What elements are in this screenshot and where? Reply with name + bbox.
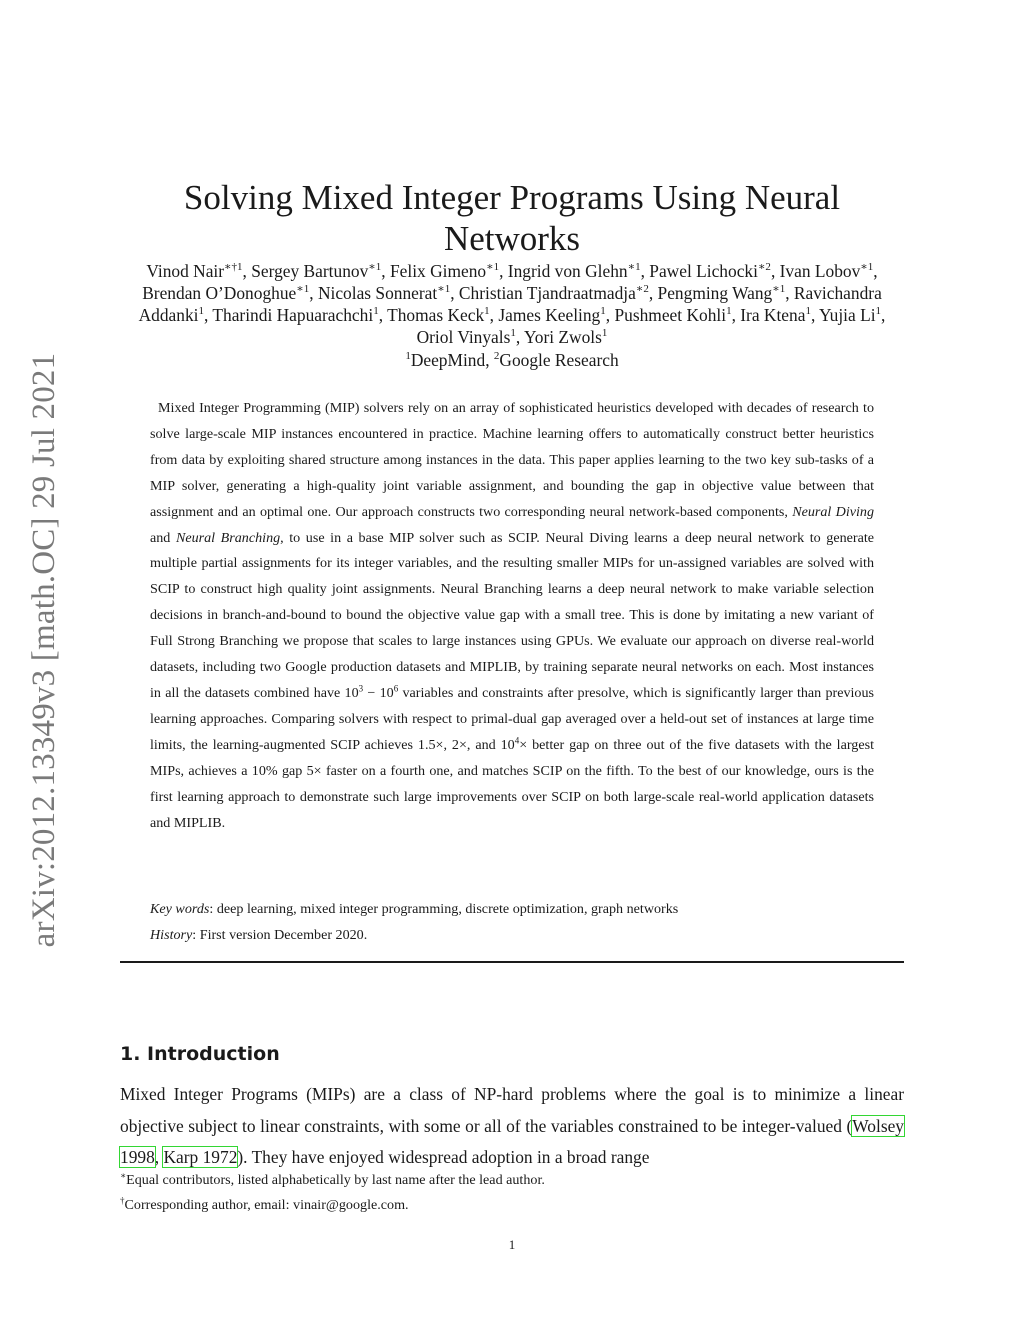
author-affiliation-mark: 1: [484, 305, 490, 318]
author-list: [126, 260, 898, 348]
author-name: Ivan Lobov: [779, 261, 861, 281]
body-text: ,: [154, 1147, 164, 1168]
author-name: Yujia Li: [819, 305, 876, 325]
arxiv-identifier-stamp: arXiv:2012.13349v3 [math.OC] 29 Jul 2021: [26, 352, 62, 948]
keywords-label: Key words: [150, 901, 210, 917]
history-label: History: [150, 927, 193, 943]
affiliation-mark: 2: [493, 350, 500, 363]
author-name: Ravichandra Addanki: [138, 283, 882, 325]
abstract-text: and: [150, 529, 176, 546]
history-text: First version December 2020.: [199, 927, 368, 943]
author-affiliation-mark: ∗1: [486, 261, 500, 274]
author-affiliation-mark: 1: [805, 305, 811, 318]
author-name: Felix Gimeno: [389, 261, 487, 281]
author-separator: ,: [381, 261, 390, 281]
author-separator: ,: [450, 283, 459, 303]
author-affiliation-mark: ∗1: [296, 283, 310, 296]
body-text: ). They have enjoyed widespread adoption in a broad range: [237, 1147, 650, 1168]
author-separator: ,: [378, 305, 388, 325]
history-line: [150, 922, 874, 948]
author-name: Ira Ktena: [740, 305, 806, 325]
citation-year: 1972: [202, 1147, 238, 1168]
history-separator: :: [192, 927, 200, 943]
author-separator: ,: [242, 261, 252, 281]
abstract-text: × better gap on three out of the five datasets with the largest MIPs, achieves a 10% gap 5× faster on a fourth one, and matches SCIP on the fifth. To the best of our knowledge, ours is the first learning approach to demonstrate such large improvements over SCIP on both large-scale real-world application datasets and MIPLIB.: [150, 736, 874, 831]
author-name: Nicolas Sonnerat: [317, 283, 438, 303]
author-separator: ,: [731, 305, 741, 325]
author-separator: ,: [515, 327, 524, 347]
author-separator: ,: [785, 283, 794, 303]
author-separator: ,: [881, 305, 886, 325]
footnote-text: Equal contributors, listed alphabetically by last name after the lead author.: [126, 1172, 545, 1188]
abstract-emphasis: Neural Diving: [792, 503, 874, 520]
author-name: Christian Tjandraatmadja: [458, 283, 636, 303]
footnote-mark: ∗: [120, 1170, 127, 1181]
author-affiliation-mark: 1: [601, 327, 608, 340]
author-separator: ,: [489, 305, 499, 325]
introduction-paragraph: [120, 1079, 904, 1174]
abstract-exponent: 6: [393, 683, 399, 694]
author-affiliation-mark: ∗2: [635, 283, 649, 296]
page-number: 1: [508, 1237, 516, 1252]
affiliations: [150, 349, 874, 371]
author-separator: ,: [648, 283, 658, 303]
author-name: Sergey Bartunov: [251, 261, 369, 281]
author-name: Tharindi Hapuarachchi: [212, 305, 374, 325]
affiliation-mark: 1: [405, 350, 411, 363]
author-name: Vinod Nair: [146, 261, 225, 281]
author-affiliation-mark: 1: [510, 327, 516, 340]
author-name: Thomas Keck: [387, 305, 485, 325]
affiliation-name: Google Research: [499, 350, 619, 370]
abstract-text: variables and constraints after presolve, which is significantly larger than previous learning approaches. Comparing solvers with respect to primal-dual gap averaged over a held-out set of instances at large time limits, the learning-augmented SCIP achieves 1.5×, 2×, and 10: [150, 684, 874, 753]
author-separator: ,: [873, 261, 878, 281]
author-separator: ,: [204, 305, 213, 325]
author-affiliation-mark: ∗2: [757, 261, 771, 274]
author-affiliation-mark: 1: [373, 305, 379, 318]
footnote-corresponding-author: [120, 1193, 904, 1218]
author-affiliation-mark: ∗1: [368, 261, 382, 274]
footnote-mark: †: [120, 1195, 125, 1206]
section-heading-introduction: 1. Introduction: [120, 1042, 280, 1065]
author-separator: ,: [605, 305, 615, 325]
author-separator: ,: [309, 283, 318, 303]
author-affiliation-mark: ∗1: [437, 283, 451, 296]
author-separator: ,: [770, 261, 780, 281]
keywords-line: [150, 896, 874, 922]
footnote-text: Corresponding author, email: vinair@google.com.: [124, 1197, 409, 1213]
author-name: Brendan O’Donoghue: [142, 283, 297, 303]
author-separator: ,: [810, 305, 820, 325]
footnotes: [120, 1168, 904, 1218]
author-name: Pushmeet Kohli: [614, 305, 727, 325]
affiliation-name: DeepMind,: [410, 350, 494, 370]
author-separator: ,: [499, 261, 508, 281]
author-affiliation-mark: 1: [726, 305, 732, 318]
author-name: Oriol Vinyals: [416, 327, 511, 347]
author-name: Pawel Lichocki: [649, 261, 758, 281]
citation-link-karp[interactable]: [163, 1147, 237, 1167]
body-text: Mixed Integer Programs (MIPs) are a class of NP-hard problems where the goal is to minimize a linear objective subject to linear constraints, with some or all of the variables constrained to be integer-valued (: [120, 1084, 904, 1136]
abstract-exponent: 3: [358, 683, 364, 694]
citation-year: 1998: [120, 1147, 155, 1168]
citation-author: Karp: [163, 1147, 199, 1168]
author-name: Pengming Wang: [657, 283, 773, 303]
abstract-emphasis: Neural Branching: [175, 529, 281, 546]
author-name: Ingrid von Glehn: [507, 261, 628, 281]
author-affiliation-mark: 1: [875, 305, 882, 318]
author-affiliation-mark: ∗1: [627, 261, 641, 274]
footnote-equal-contributors: [120, 1168, 904, 1193]
abstract-text: Mixed Integer Programming (MIP) solvers rely on an array of sophisticated heuristics developed with decades of research to solve large-scale MIP instances encountered in practice. Machine learning offers to automatically construct better heuristics from data by exploiting shared structure among instances in the data. This paper applies learning to the two key sub-tasks of a MIP solver, generating a high-quality joint variable assignment, and bounding the gap in objective value between that assignment and an optimal one. Our approach constructs two corresponding neural network-based components,: [150, 400, 874, 520]
citation-author: Wolsey: [852, 1115, 904, 1136]
abstract-exponent: 4: [514, 735, 520, 746]
abstract-text: − 10: [363, 684, 394, 701]
author-affiliation-mark: 1: [198, 305, 204, 318]
abstract-text: , to use in a base MIP solver such as SCIP. Neural Diving learns a deep neural network to generate multiple partial assignments for its integer variables, and the resulting smaller MIPs for un-assigned variables are solved with SCIP to construct high quality joint assignments. Neural Branching learns a deep neural network to make variable selection decisions in branch-and-bound to bound the objective value gap with a small tree. This is done by imitating a new variant of Full Strong Branching we propose that scales to large instances using GPUs. We evaluate our approach on diverse real-world datasets, including two Google production datasets and MIPLIB, by training separate neural networks on each. Most instances in all the datasets combined have 10: [150, 529, 875, 701]
author-name: James Keeling: [498, 305, 601, 325]
author-affiliation-mark: ∗1: [772, 283, 786, 296]
horizontal-rule: [120, 961, 904, 963]
author-name: Yori Zwols: [523, 327, 602, 347]
author-affiliation-mark: 1: [600, 305, 606, 318]
keywords-text: deep learning, mixed integer programming, discrete optimization, graph networks: [216, 901, 679, 917]
paper-title: Solving Mixed Integer Programs Using Neural Networks: [183, 178, 841, 259]
keywords-separator: :: [209, 901, 217, 917]
author-separator: ,: [640, 261, 650, 281]
author-affiliation-mark: ∗†1: [224, 261, 243, 274]
abstract: [150, 396, 874, 836]
author-affiliation-mark: ∗1: [860, 261, 874, 274]
